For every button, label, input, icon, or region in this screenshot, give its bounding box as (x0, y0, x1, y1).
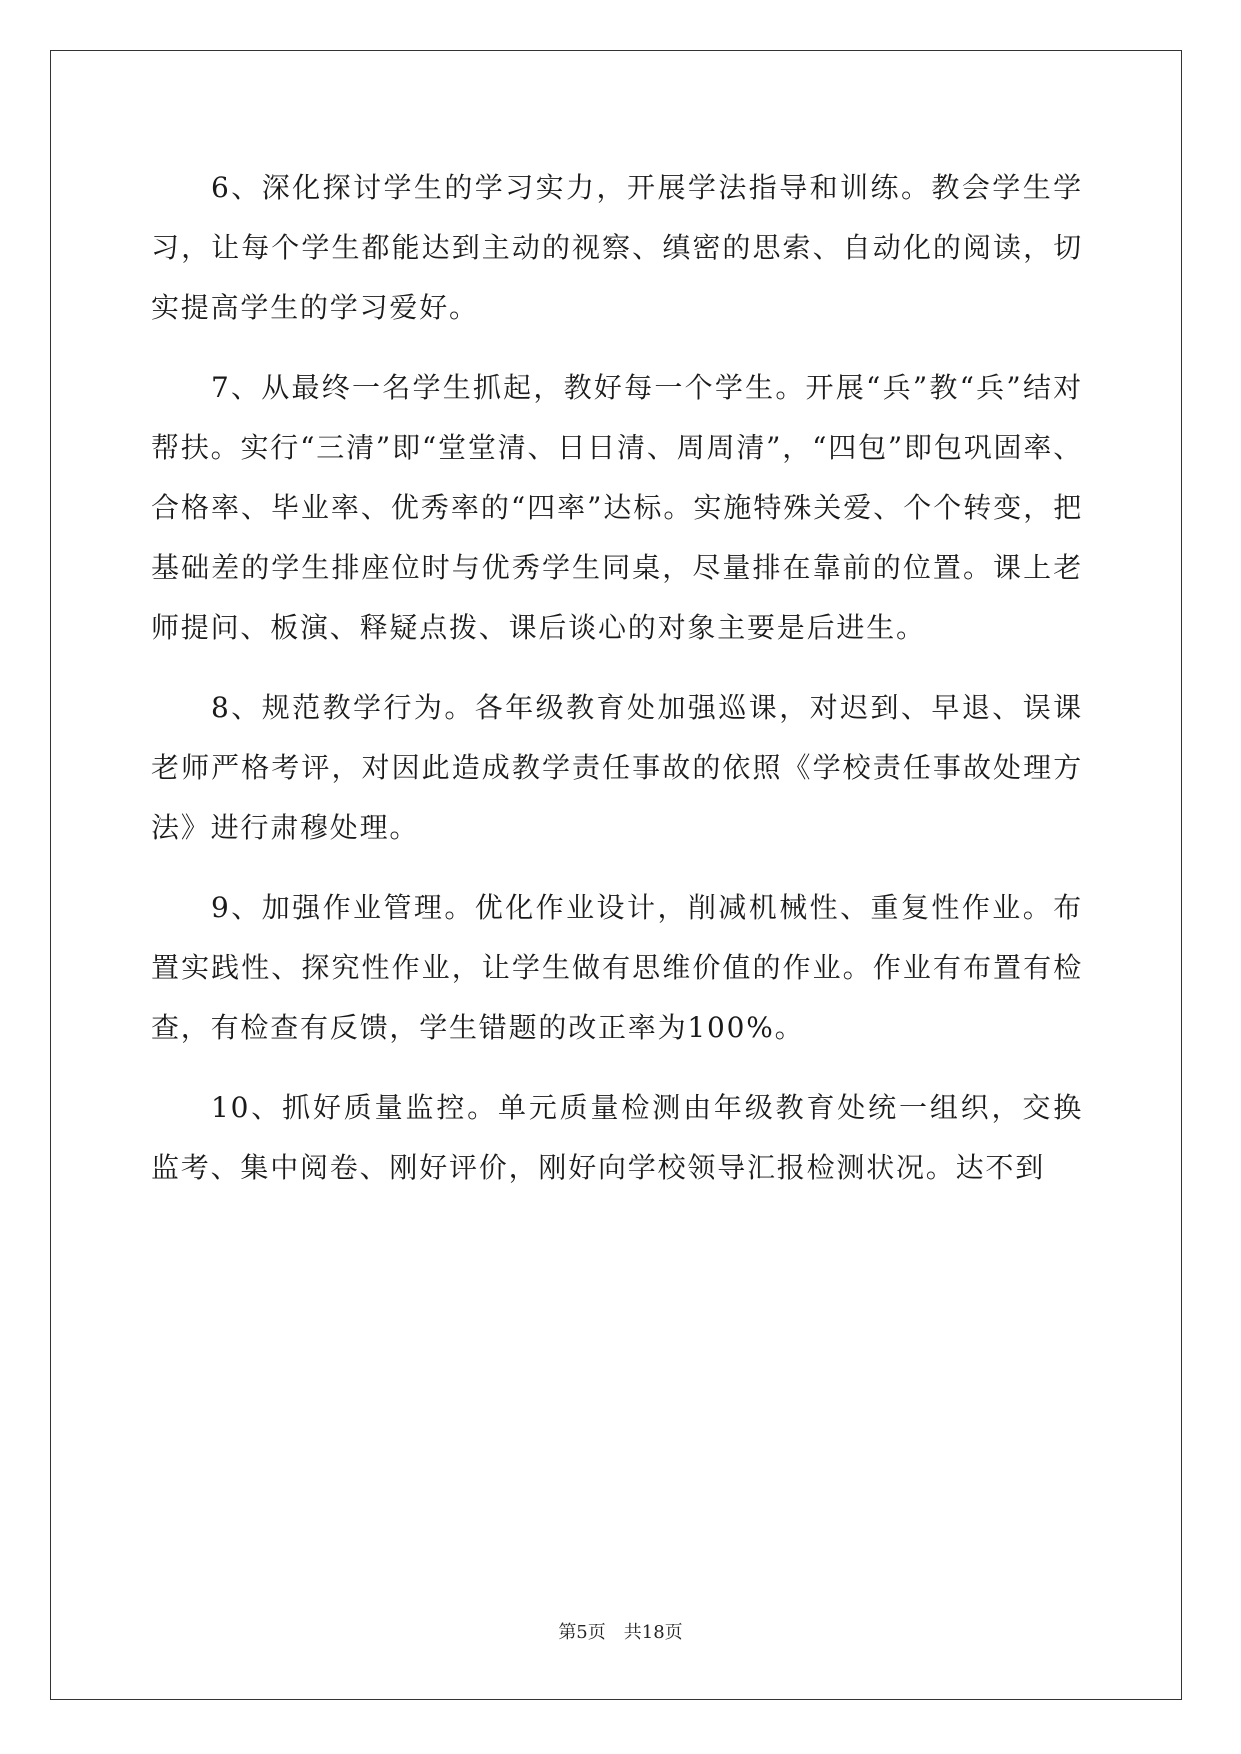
page-footer (0, 1618, 1241, 1644)
page-number: 第5页 (558, 1622, 606, 1643)
document-body (151, 158, 1083, 1218)
paragraph-10: 10、抓好质量监控。单元质量检测由年级教育处统一组织，交换监考、集中阅卷、刚好评价，刚好向学校领导汇报检测状况。达不到 (151, 1091, 1083, 1184)
paragraph-8: 8、规范教学行为。各年级教育处加强巡课，对迟到、早退、误课老师严格考评，对因此造成教学责任事故的依照《学校责任事故处理方法》进行肃穆处理。 (151, 691, 1083, 844)
total-pages: 共18页 (623, 1622, 683, 1643)
paragraph-7: 7、从最终一名学生抓起，教好每一个学生。开展“兵”教“兵”结对帮扶。实行“三清”即“堂堂清、日日清、周周清”，“四包”即包巩固率、合格率、毕业率、优秀率的“四率”达标。实施特殊关爱、个个转变，把基础差的学生排座位时与优秀学生同桌，尽量排在靠前的位置。课上老师提问、板演、释疑点拨、课后谈心的对象主要是后进生。 (151, 371, 1083, 644)
paragraph-9: 9、加强作业管理。优化作业设计，削减机械性、重复性作业。布置实践性、探究性作业，让学生做有思维价值的作业。作业有布置有检查，有检查有反馈，学生错题的改正率为100%。 (151, 891, 1083, 1044)
paragraph-6: 6、深化探讨学生的学习实力，开展学法指导和训练。教会学生学习，让每个学生都能达到主动的视察、缜密的思索、自动化的阅读，切实提高学生的学习爱好。 (151, 171, 1083, 324)
